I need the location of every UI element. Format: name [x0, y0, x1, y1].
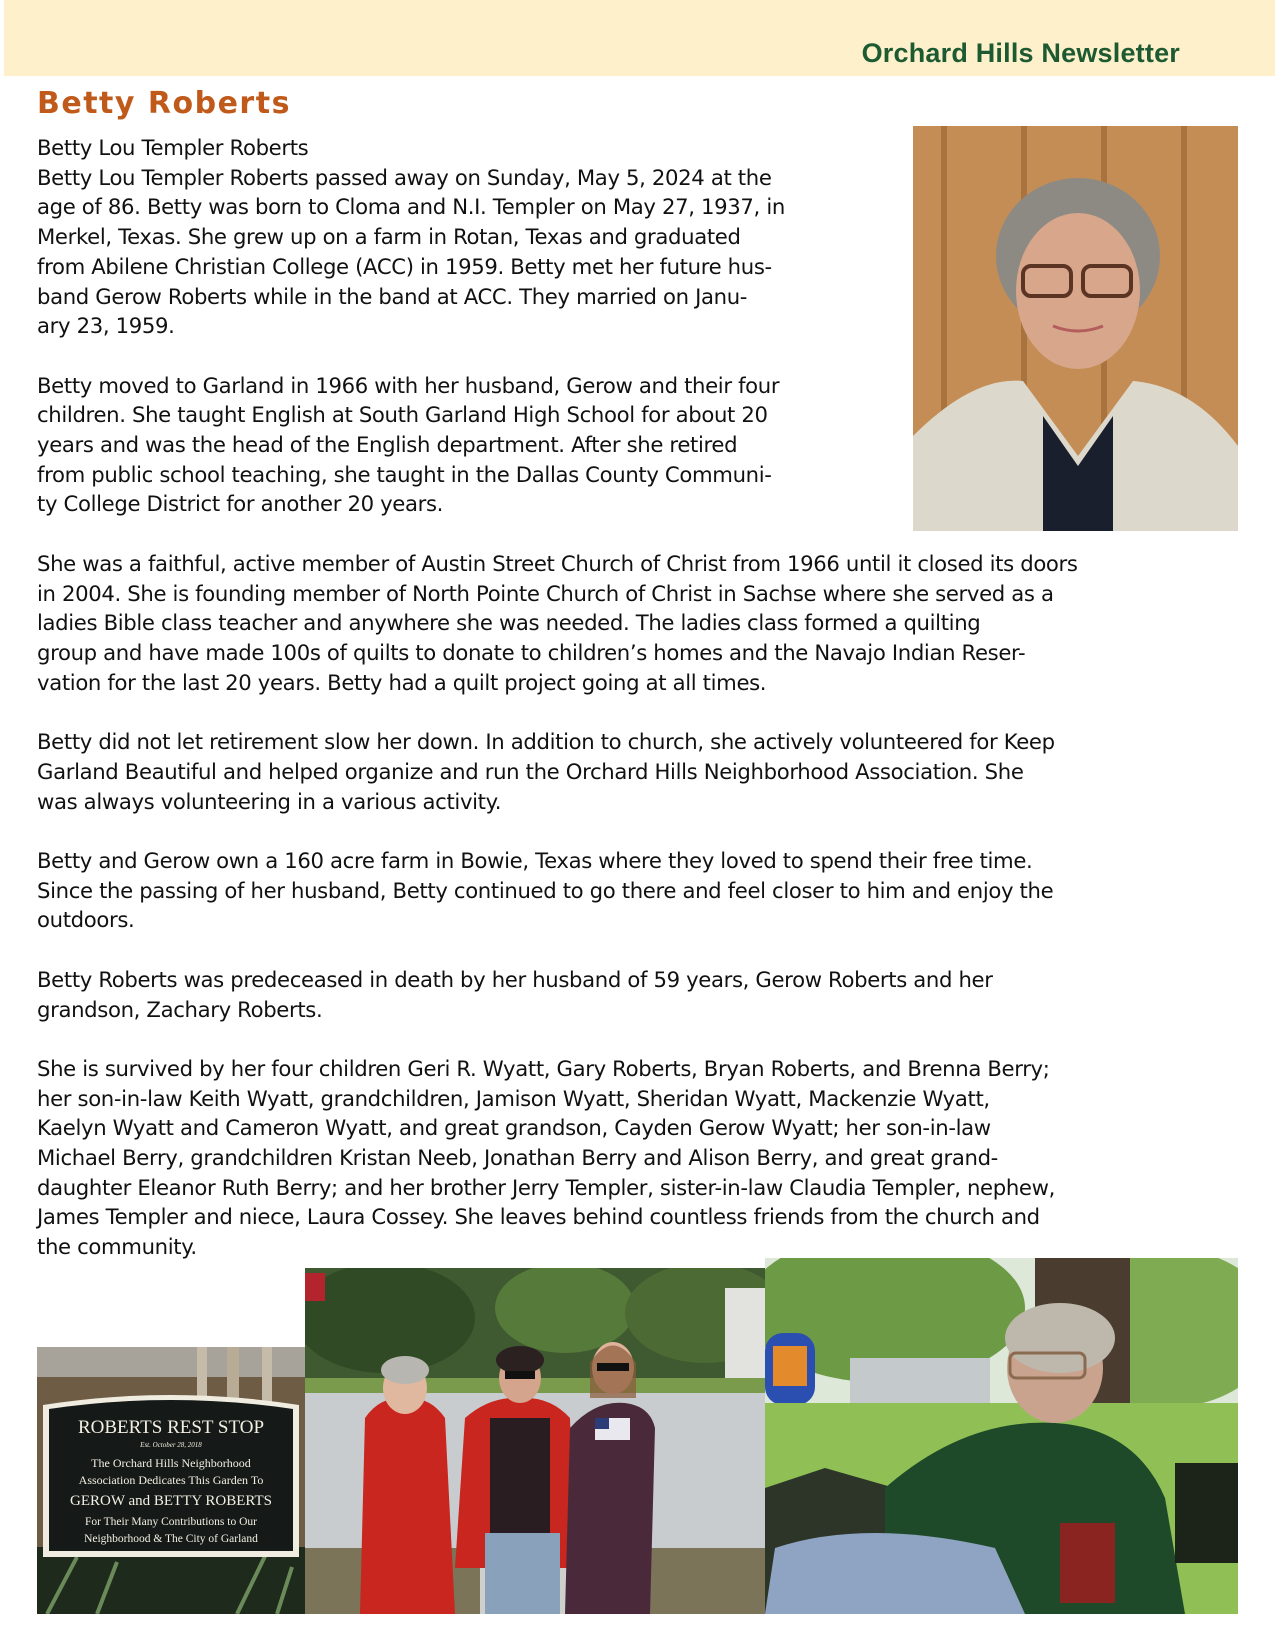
group-photo — [305, 1268, 765, 1614]
plaque-line: For Their Many Contributions to Our — [85, 1516, 257, 1528]
plaque-line: Est. October 28, 2018 — [140, 1441, 202, 1449]
plaque-line: ROBERTS REST STOP — [77, 1417, 265, 1438]
plaque-line: The Orchard Hills Neighborhood — [91, 1456, 251, 1470]
paragraph-7-line: James Templer and niece, Laura Cossey. She leaves behind countless friends from the church and — [37, 1204, 1040, 1230]
paragraph-4-line: was always volunteering in a various activity. — [37, 788, 502, 814]
park-photo — [765, 1258, 1238, 1614]
portrait-photo — [913, 126, 1238, 531]
article-intro — [37, 133, 917, 519]
paragraph-7-line: daughter Eleanor Ruth Berry; and her brother Jerry Templer, sister-in-law Claudia Templer, nephew, — [37, 1174, 1055, 1200]
paragraph-3-line: ladies Bible class teacher and anywhere she was needed. The ladies class formed a quilting — [37, 610, 981, 636]
paragraph-1-line: Merkel, Texas. She grew up on a farm in Rotan, Texas and graduated — [37, 224, 741, 250]
plaque-line: Neighborhood & The City of Garland — [84, 1533, 258, 1545]
paragraph-1-line: ary 23, 1959. — [37, 313, 175, 339]
article-subtitle: Betty Lou Templer Roberts — [37, 135, 309, 160]
paragraph-5-line: Since the passing of her husband, Betty continued to go there and feel closer to him and enjoy the — [37, 877, 1054, 903]
paragraph-3-line: in 2004. She is founding member of North Pointe Church of Christ in Sachse where she served as a — [37, 580, 1054, 606]
paragraph-2-line: ty College District for another 20 years. — [37, 491, 444, 517]
plaque-photo — [37, 1347, 305, 1614]
paragraph-7-line: Michael Berry, grandchildren Kristan Neeb, Jonathan Berry and Alison Berry, and great grand- — [37, 1145, 998, 1171]
paragraph-3-line: vation for the last 20 years. Betty had a quilt project going at all times. — [37, 669, 767, 695]
paragraph-2-line: years and was the head of the English department. After she retired — [37, 432, 738, 458]
paragraph-6-line: grandson, Zachary Roberts. — [37, 996, 323, 1022]
paragraph-5-line: outdoors. — [37, 907, 135, 933]
paragraph-3-line: group and have made 100s of quilts to donate to children’s homes and the Navajo Indian Reser- — [37, 640, 1026, 666]
article-body — [37, 549, 1247, 1262]
plaque-line: Association Dedicates This Garden To — [78, 1473, 264, 1487]
article-title: Betty Roberts — [37, 86, 291, 121]
paragraph-7-line: her son-in-law Keith Wyatt, grandchildren, Jamison Wyatt, Sheridan Wyatt, Mackenzie Wyatt, — [37, 1085, 990, 1111]
paragraph-1-line: band Gerow Roberts while in the band at ACC. They married on Janu- — [37, 283, 748, 309]
paragraph-6-line: Betty Roberts was predeceased in death by her husband of 59 years, Gerow Roberts and her — [37, 966, 993, 992]
plaque-line: GEROW and BETTY ROBERTS — [69, 1493, 273, 1509]
paragraph-1-line: from Abilene Christian College (ACC) in 1959. Betty met her future hus- — [37, 253, 772, 279]
paragraph-7-line: Kaelyn Wyatt and Cameron Wyatt, and great grandson, Cayden Gerow Wyatt; her son-in-law — [37, 1115, 991, 1141]
paragraph-2-line: from public school teaching, she taught in the Dallas County Communi- — [37, 461, 772, 487]
paragraph-1-line: Betty Lou Templer Roberts passed away on Sunday, May 5, 2024 at the — [37, 164, 772, 190]
paragraph-2-line: Betty moved to Garland in 1966 with her husband, Gerow and their four — [37, 372, 780, 398]
paragraph-4-line: Garland Beautiful and helped organize and run the Orchard Hills Neighborhood Association. She — [37, 758, 1024, 784]
paragraph-1-line: age of 86. Betty was born to Cloma and N.I. Templer on May 27, 1937, in — [37, 194, 785, 220]
paragraph-7-line: the community. — [37, 1234, 197, 1260]
paragraph-3-line: She was a faithful, active member of Austin Street Church of Christ from 1966 until it closed its doors — [37, 551, 1078, 576]
newsletter-title: Orchard Hills Newsletter — [861, 38, 1180, 68]
paragraph-7-line: She is survived by her four children Geri R. Wyatt, Gary Roberts, Bryan Roberts, and Brenna Berry; — [37, 1055, 1050, 1081]
paragraph-4-line: Betty did not let retirement slow her down. In addition to church, she actively volunteered for Keep — [37, 729, 1055, 755]
paragraph-2-line: children. She taught English at South Garland High School for about 20 — [37, 402, 768, 428]
paragraph-5-line: Betty and Gerow own a 160 acre farm in Bowie, Texas where they loved to spend their free time. — [37, 848, 1033, 874]
